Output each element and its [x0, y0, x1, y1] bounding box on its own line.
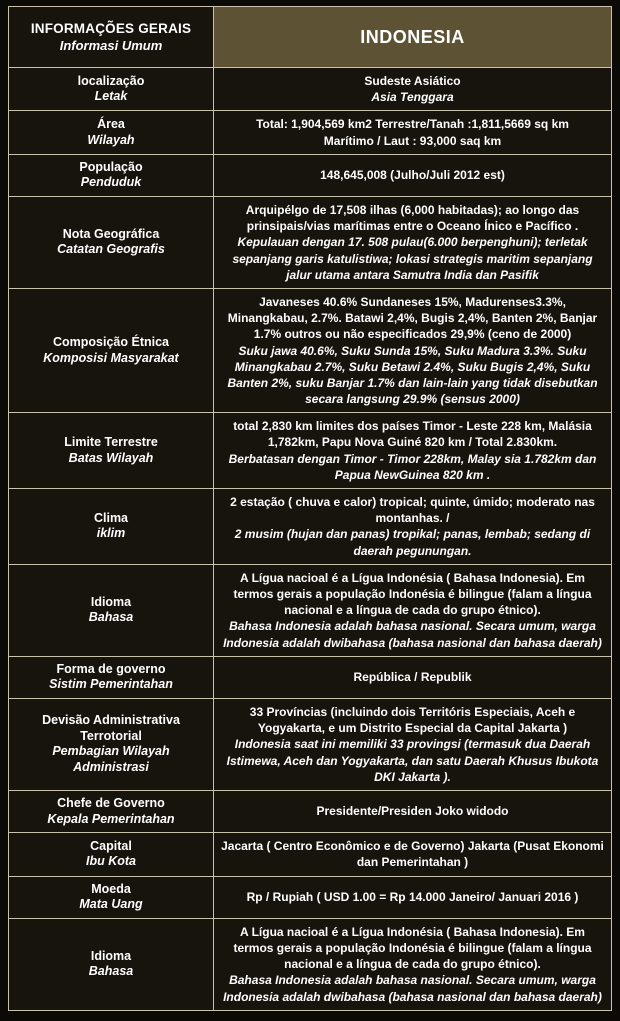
label-pt: Chefe de Governo — [57, 795, 165, 810]
row-value-composicao-etnica — [214, 288, 612, 412]
table-row — [9, 876, 612, 918]
row-value-populacao — [214, 154, 612, 196]
row-label-idioma-2 — [9, 918, 214, 1010]
label-pt: Composição Étnica — [53, 334, 169, 349]
label-pt: Nota Geográfica — [62, 226, 160, 241]
label-id: Bahasa — [88, 964, 134, 979]
value-pt: Rp / Rupiah ( USD 1.00 = Rp 14.000 Janeiro/ Januari 2016 ) — [246, 890, 579, 905]
value-pt: República / Republik — [353, 670, 472, 685]
table-header-row — [9, 7, 612, 68]
table-row — [9, 918, 612, 1010]
label-pt: Clima — [93, 510, 129, 525]
table-row — [9, 111, 612, 154]
row-value-chefe-de-governo — [214, 790, 612, 832]
row-label-limite-terrestre — [9, 413, 214, 489]
row-label-divisao-administrativa — [9, 698, 214, 790]
row-label-forma-de-governo — [9, 656, 214, 698]
label-pt: Idioma — [90, 948, 132, 963]
row-value-nota-geografica — [214, 197, 612, 289]
label-pt: Forma de governo — [56, 661, 166, 676]
row-value-localizacao — [214, 68, 612, 111]
label-pt: Capital — [90, 838, 132, 853]
row-value-divisao-administrativa — [214, 698, 612, 790]
row-value-moeda — [214, 876, 612, 918]
table-body — [9, 7, 612, 1011]
label-id: Batas Wilayah — [68, 450, 154, 465]
country-info-table — [8, 6, 612, 1011]
label-id: Catatan Geografis — [57, 242, 165, 257]
row-value-capital — [214, 833, 612, 876]
value-pt: A Lígua nacioal é a Lígua Indonésia ( Bahasa Indonesia). Em termos gerais a população Indonésia é bilingue (falam a língua nacional e a língua de cada do grupo étnico). — [233, 570, 592, 618]
value-id: 2 musim (hujan dan panas) tropikal; panas, lembab; sedang di daerah pegunungan. — [234, 527, 591, 558]
value-pt: Total: 1,904,569 km2 Terrestre/Tanah :1,811,5669 sq km — [256, 117, 569, 132]
row-value-idioma-2 — [214, 918, 612, 1010]
table-row — [9, 197, 612, 289]
label-id: Pembagian Wilayah Administrasi — [52, 744, 170, 775]
label-pt: Idioma — [90, 594, 132, 609]
row-label-populacao — [9, 154, 214, 196]
table-row — [9, 833, 612, 876]
label-id: Wilayah — [87, 132, 135, 147]
value-pt: A Lígua nacioal é a Lígua Indonésia ( Bahasa Indonesia). Em termos gerais a população Indonésia é bilingue (falam a língua nacional e a língua de cada do grupo étnico). — [233, 924, 592, 972]
table-row — [9, 656, 612, 698]
row-value-idioma — [214, 564, 612, 656]
value-id: Kepulauan dengan 17. 508 pulau(6.000 berpenghuni); terletak sepanjang garis katulistiwa; lokasi strategis maritim sepanjang jalur utama antara Samutra India dan Pasifik — [232, 235, 593, 282]
value-id: Bahasa Indonesia adalah bahasa nasional. Secara umum, warga Indonesia adalah dwibahasa (bahasa nasional dan bahasa daerah) — [223, 973, 602, 1004]
value-pt: 2 estação ( chuva e calor) tropical; quinte, úmido; moderato nas montanhas. / — [230, 495, 595, 526]
row-label-nota-geografica — [9, 197, 214, 289]
value-id: Marítimo / Laut : 93,000 saq km — [323, 133, 502, 148]
value-pt: Javaneses 40.6% Sundaneses 15%, Madurenses3.3%, Minangkabau, 2.7%. Batawi 2,4%, Bugis 2,4%, Banten 2%, Banjar 1.7% outros ou não especificados 29,9% (ceno de 2000) — [227, 294, 598, 342]
value-pt: 148,645,008 (Julho/Juli 2012 est) — [320, 168, 505, 183]
row-label-moeda — [9, 876, 214, 918]
row-label-area — [9, 111, 214, 154]
label-id: Penduduk — [80, 175, 142, 190]
row-label-idioma — [9, 564, 214, 656]
label-id: Kepala Pemerintahan — [47, 811, 175, 826]
value-id: Suku jawa 40.6%, Suku Sunda 15%, Suku Madura 3.3%. Suku Minangkabau 2.7%, Suku Betawi 2.4%, Suku Bugis 2,4%, Suku Banten 2%, suku Banjar 1.7% dan lain-lain yang tidak disebutkan secara langsung 29.9% (sensus 2000) — [227, 343, 598, 407]
header-title-cell — [214, 7, 612, 68]
value-pt: total 2,830 km limites dos países Timor - Leste 228 km, Malásia 1,782km, Papu Nova Guiné 820 km / Total 2.830km. — [233, 419, 592, 450]
row-label-clima — [9, 489, 214, 565]
header-label-pt: INFORMAÇÕES GERAIS — [30, 21, 192, 36]
table-row — [9, 288, 612, 412]
table-row — [9, 790, 612, 832]
row-label-composicao-etnica — [9, 288, 214, 412]
row-label-capital — [9, 833, 214, 876]
table-row — [9, 154, 612, 196]
label-id: Letak — [94, 89, 128, 104]
header-label-id: Informasi Umum — [59, 38, 163, 53]
value-pt: Sudeste Asiático — [364, 74, 461, 88]
label-id: Sistim Pemerintahan — [49, 677, 173, 692]
value-id: Berbatasan dengan Timor - Timor 228km, Malay sia 1.782km dan Papua NewGuinea 820 km . — [228, 451, 597, 482]
value-id: Indonesia saat ini memiliki 33 provingsi (termasuk dua Daerah Istimewa, Aceh dan Yogyakarta, dan satu Daerah Khusus Ibukota DKI Jakarta ). — [226, 737, 599, 784]
label-pt: Moeda — [91, 881, 131, 896]
label-pt: Devisão Administrativa Terrotorial — [42, 713, 180, 743]
table-row — [9, 698, 612, 790]
label-id: Mata Uang — [79, 897, 143, 912]
label-id: Komposisi Masyarakat — [43, 350, 179, 365]
row-label-chefe-de-governo — [9, 790, 214, 832]
label-pt: Limite Terrestre — [64, 435, 158, 449]
label-id: Bahasa — [88, 610, 134, 625]
label-pt: localização — [77, 73, 145, 88]
value-pt: Jacarta ( Centro Econômico e de Governo) Jakarta (Pusat Ekonomi dan Pemerintahan ) — [221, 839, 604, 870]
value-id: Bahasa Indonesia adalah bahasa nasional. Secara umum, warga Indonesia adalah dwibahasa (bahasa nasional dan bahasa daerah) — [223, 619, 602, 650]
row-value-forma-de-governo — [214, 656, 612, 698]
table-row — [9, 413, 612, 489]
value-pt: 33 Províncias (incluindo dois Territóris Especiais, Aceh e Yogyakarta, e um Distrito Especial da Capital Jakarta ) — [249, 704, 576, 736]
row-value-clima — [214, 489, 612, 565]
label-pt: Área — [97, 116, 125, 131]
value-pt: Presidente/Presiden Joko widodo — [316, 804, 509, 819]
value-id: Asia Tenggara — [371, 90, 454, 105]
value-pt: Arquipélgo de 17,508 ilhas (6,000 habitadas); ao longo das prinsipais/vias marítimas entre o Oceano Ínico e Pacífico . — [245, 203, 580, 234]
table-row — [9, 489, 612, 565]
row-value-area — [214, 111, 612, 154]
table-row — [9, 68, 612, 111]
label-id: Ibu Kota — [86, 854, 136, 869]
label-id: iklim — [96, 526, 126, 541]
header-label-cell — [9, 7, 214, 68]
page-title: INDONESIA — [360, 26, 465, 47]
row-label-localizacao — [9, 68, 214, 111]
table-row — [9, 564, 612, 656]
row-value-limite-terrestre — [214, 413, 612, 489]
label-pt: População — [79, 159, 143, 174]
